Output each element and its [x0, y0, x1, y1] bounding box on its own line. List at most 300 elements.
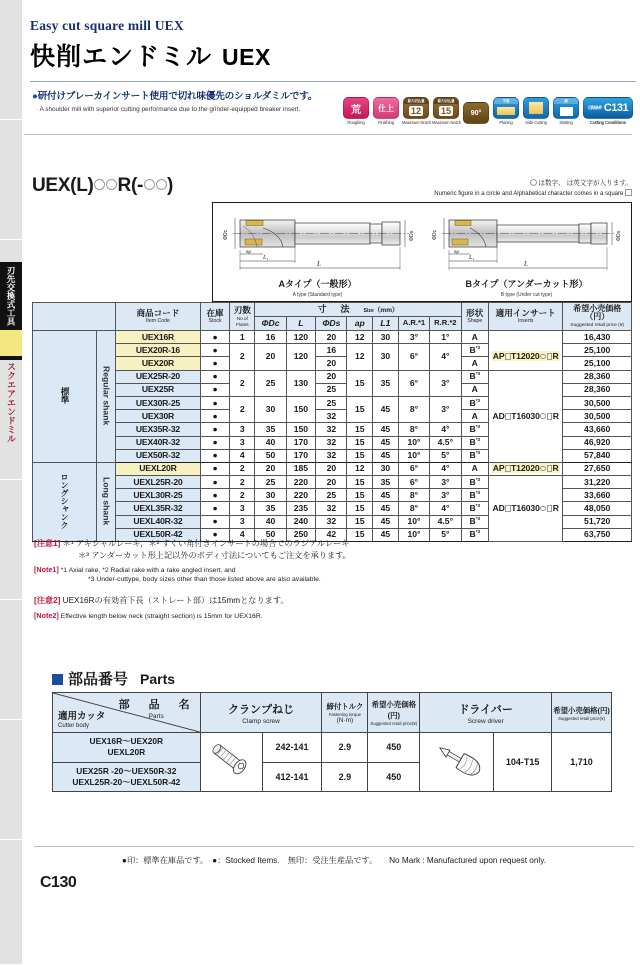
- flutes-cell: 3: [230, 436, 255, 449]
- section-marker-icon: [52, 674, 63, 685]
- code-legend-japanese-text: は数字、 は英文字が入ります。: [538, 180, 632, 187]
- flutes-cell: 1: [230, 331, 255, 344]
- notes-section: [34, 538, 634, 628]
- ap-cell: 15: [347, 528, 373, 541]
- shape-header: [461, 303, 488, 331]
- price-header: [563, 303, 632, 331]
- ap-header: ap: [347, 317, 373, 331]
- ds-header: ΦDs: [316, 317, 347, 331]
- cutter-body-header-jp: 適用カッタ: [58, 711, 106, 722]
- l1-cell: 30: [373, 331, 399, 344]
- note-2-label-jp: [注意2]: [34, 595, 61, 605]
- stock-cell: ●: [200, 449, 229, 462]
- axial-rake-header: A.R.*1: [398, 317, 429, 331]
- cutter-line-2: UEXL25R-20～UEXL50R-42: [72, 777, 181, 788]
- rr-cell: 4°: [430, 344, 461, 370]
- page-title: [30, 37, 640, 73]
- square-placeholder-icon: [505, 465, 511, 472]
- specification-table-wrapper: [32, 302, 632, 542]
- item-code-cell[interactable]: UEX30R-25: [116, 396, 201, 409]
- code-legend: [434, 177, 632, 197]
- note-block-1: [34, 538, 634, 585]
- screw-driver-image-cell: [420, 733, 494, 792]
- item-code-cell[interactable]: UEX20R-16: [116, 344, 201, 357]
- parts-table: [52, 692, 612, 792]
- ds-cell: 20: [316, 476, 347, 489]
- rr-cell: 3°: [430, 476, 461, 489]
- l1-cell: 45: [373, 436, 399, 449]
- note-2-jp-text-1: UEX16Rの有効首下長（ストレート部）は15mmとなります。: [62, 595, 289, 605]
- max-notch-12-top-label: 最大切込量: [404, 98, 428, 104]
- header-bottom-rule: [24, 134, 632, 135]
- strip-subcategory: [1, 362, 21, 482]
- length-cell: 170: [286, 449, 316, 462]
- note-2-jp-line-1: [34, 595, 634, 607]
- table-row[interactable]: [33, 370, 632, 383]
- rr-cell: 4°: [430, 462, 461, 475]
- item-code-cell[interactable]: UEX16R: [116, 331, 201, 344]
- clamp-screw-image-cell: [200, 733, 262, 792]
- length-cell: 240: [286, 515, 316, 528]
- price-cell: 25,100: [563, 344, 632, 357]
- circle-placeholder-icon: [540, 506, 546, 512]
- stock-cell: ●: [200, 423, 229, 436]
- stock-cell: ●: [200, 357, 229, 370]
- item-code-cell[interactable]: UEX40R-32: [116, 436, 201, 449]
- angle-90-icon[interactable]: 90°: [462, 102, 490, 125]
- dc-cell: 30: [255, 396, 286, 422]
- inserts-cell: [489, 462, 563, 475]
- product-code-prefix: UEX(L): [32, 175, 94, 196]
- l1-cell: 45: [373, 449, 399, 462]
- parts-name-header: [119, 696, 194, 720]
- item-code-cell[interactable]: UEXL50R-42: [116, 528, 201, 541]
- cutting-conditions-icon[interactable]: [582, 97, 634, 125]
- cutter-body-header: [58, 708, 105, 729]
- ar-cell: 8°: [398, 396, 429, 422]
- cutting-conditions-ref: C131: [603, 102, 629, 114]
- planing-icon[interactable]: [492, 97, 520, 125]
- cutter-line-1: UEX25R -20～UEX50R-32: [76, 765, 177, 776]
- length-cell: 185: [286, 462, 316, 475]
- l1-cell: 45: [373, 396, 399, 422]
- feature-icon-row: [342, 97, 634, 125]
- flutes-cell: 4: [230, 449, 255, 462]
- l1-cell: 45: [373, 528, 399, 541]
- ap-cell: 12: [347, 344, 373, 370]
- stock-cell: ●: [200, 462, 229, 475]
- cutting-conditions-caption: Cutting Conditions: [590, 120, 626, 125]
- dc-cell: 35: [255, 423, 286, 436]
- radial-rake-header: R.R.*2: [430, 317, 461, 331]
- length-cell: 220: [286, 476, 316, 489]
- cutting-conditions-sub-label: 切削条件: [587, 104, 602, 110]
- l1-cell: 35: [373, 476, 399, 489]
- item-code-cell[interactable]: UEX30R: [116, 410, 201, 423]
- roughing-icon[interactable]: 荒 Roughing: [342, 97, 370, 125]
- screw-number-cell: 412-141: [262, 762, 322, 792]
- footer-divider: [34, 846, 634, 847]
- dc-cell: 20: [255, 462, 286, 475]
- finishing-icon-caption: Finishing: [378, 120, 394, 125]
- item-code-cell[interactable]: UEX50R-32: [116, 449, 201, 462]
- clamp-screw-icon: [205, 740, 257, 780]
- strip-subcategory-label: スクエアエンドミル: [6, 362, 16, 443]
- svg-text:ΦDc: ΦDc: [432, 229, 438, 240]
- dc-cell: 35: [255, 502, 286, 515]
- l1-cell: 30: [373, 344, 399, 370]
- page-number: C130: [40, 874, 77, 891]
- item-code-cell[interactable]: UEXL20R: [116, 462, 201, 475]
- flutes-header: [230, 303, 255, 331]
- circle-placeholder-icon: [540, 354, 546, 360]
- ar-cell: 6°: [398, 462, 429, 475]
- flutes-cell: 2: [230, 370, 255, 396]
- stock-cell: ●: [200, 528, 229, 541]
- code-legend-japanese: [434, 177, 632, 187]
- l1-cell: 45: [373, 489, 399, 502]
- item-code-header-jp: 商品コード: [136, 307, 180, 318]
- stock-cell: ●: [200, 476, 229, 489]
- left-index-strip: [0, 0, 22, 905]
- length-cell: 170: [286, 436, 316, 449]
- square-placeholder-icon: [547, 353, 553, 360]
- square-placeholder-icon: [547, 413, 553, 420]
- shape-cell: $B^{*3}$: [461, 476, 488, 489]
- description-english-text: A shoulder mill with superior cutting performance due to the grinder-equipped breaker insert.: [39, 106, 301, 113]
- ar-cell: 10°: [398, 515, 429, 528]
- flutes-cell: 4: [230, 528, 255, 541]
- strip-highlight-marker: [0, 330, 22, 356]
- note-1-label-jp: [注意1]: [34, 539, 61, 548]
- group-label-long-en: Long shank: [97, 462, 116, 541]
- parts-table-wrapper: [52, 692, 612, 792]
- flutes-cell: 3: [230, 502, 255, 515]
- item-code-header-en: Item Code: [145, 317, 170, 324]
- planing-top-label: 平削: [494, 98, 518, 104]
- inserts-cell: [489, 344, 563, 370]
- square-placeholder-icon: [505, 353, 511, 360]
- flutes-cell: 3: [230, 515, 255, 528]
- table-row[interactable]: [33, 462, 632, 475]
- note-2-en-text-1: Effective length below neck (straight section) is 15mm for UEX16R.: [60, 612, 263, 620]
- square-placeholder-icon: [547, 505, 553, 512]
- ds-cell: 16: [316, 344, 347, 357]
- clamp-price-header-jp: 希望小売価格(円): [371, 700, 416, 720]
- circle-placeholder-icon: [144, 179, 155, 190]
- ar-cell: 8°: [398, 489, 429, 502]
- shape-cell: $B^{*3}$: [461, 449, 488, 462]
- shape-header-jp: 形状: [466, 307, 484, 318]
- description-english: · A shoulder mill with superior cutting performance due to the grinder-equipped breaker insert.: [36, 106, 301, 113]
- type-a-drawing: [213, 206, 423, 272]
- driver-price-header-jp: 希望小売価格(円): [553, 705, 610, 715]
- product-code-block: [32, 175, 634, 197]
- cutter-line-2: UEXL20R: [107, 747, 146, 758]
- stock-cell: ●: [200, 396, 229, 409]
- ds-cell: 20: [316, 331, 347, 344]
- stock-cell: ●: [200, 436, 229, 449]
- shape-cell: A: [461, 410, 488, 423]
- stock-cell: ●: [200, 383, 229, 396]
- stock-header-en: Stock: [208, 317, 222, 324]
- screw-driver-header: [420, 693, 552, 733]
- table-row[interactable]: [33, 344, 632, 357]
- finishing-icon[interactable]: 仕上 Finishing: [372, 97, 400, 125]
- shape-cell: $B^{*3}$: [461, 502, 488, 515]
- max-notch-15-caption: Maximum Notch: [432, 120, 461, 125]
- slotting-caption: Slotting: [559, 120, 573, 125]
- svg-text:ΦDs: ΦDs: [616, 230, 622, 241]
- rr-cell: 3°: [430, 489, 461, 502]
- cutter-body-cell: [53, 762, 201, 792]
- ar-cell: 6°: [398, 370, 429, 396]
- strip-category-label: 刃先交換式工具: [6, 266, 16, 326]
- shape-cell: $B^{*3}$: [461, 370, 488, 383]
- stock-cell: ●: [200, 410, 229, 423]
- parts-heading-jp: 部品番号: [68, 671, 129, 688]
- rr-cell: 3°: [430, 370, 461, 396]
- note-1-jp-text-1: ＊¹ アキシャルレーキ，＊² すくい角付きインサートの場合でのラジアルレーキ: [62, 539, 350, 548]
- torque-header-en: Fastening torque: [328, 712, 362, 717]
- side-cutting-caption: Side Cutting: [525, 120, 547, 125]
- ds-cell: 20: [316, 357, 347, 370]
- shape-cell: $B^{*3}$: [461, 489, 488, 502]
- shape-header-en: Shape: [467, 317, 483, 324]
- price-header-en: Suggested retail price (¥): [570, 322, 624, 328]
- dc-cell: 30: [255, 489, 286, 502]
- note-1-en-line-1: [34, 565, 634, 576]
- rr-cell: 4.5°: [430, 436, 461, 449]
- side-cutting-icon[interactable]: [522, 97, 550, 125]
- ds-cell: 25: [316, 396, 347, 409]
- note-1-jp-line-1: [34, 538, 634, 550]
- inserts-cell: [489, 476, 563, 542]
- circle-placeholder-icon: [540, 413, 546, 419]
- ap-cell: 15: [347, 396, 373, 422]
- torque-header: [322, 693, 368, 733]
- square-placeholder-icon: [505, 413, 511, 420]
- code-legend-english: [434, 189, 632, 197]
- l1-cell: 35: [373, 370, 399, 396]
- spec-header-row-1: [33, 303, 632, 317]
- dc-cell: 25: [255, 370, 286, 396]
- max-notch-12-icon[interactable]: 最大切込量 12 Maximum Notch: [402, 99, 431, 125]
- shape-cell: $B^{*3}$: [461, 423, 488, 436]
- table-row[interactable]: [53, 733, 612, 763]
- parts-table-head: [53, 693, 612, 733]
- item-code-cell[interactable]: UEX25R-20: [116, 370, 201, 383]
- driver-price-header: [552, 693, 612, 733]
- ds-cell: 32: [316, 423, 347, 436]
- insert-code-ap: AP T12020 R: [492, 463, 559, 474]
- svg-text:ΦDs: ΦDs: [409, 230, 415, 241]
- clamp-price-cell: 450: [368, 762, 420, 792]
- insert-code-ad: AD T16030 R: [492, 410, 559, 421]
- stock-header-jp: 在庫: [206, 307, 224, 318]
- ap-cell: 15: [347, 489, 373, 502]
- table-row[interactable]: [33, 476, 632, 489]
- clamp-price-header-en: Suggested retail price(¥): [370, 721, 418, 726]
- footer-legend-en: No Mark : Manufactured upon request only.: [389, 856, 546, 865]
- item-code-cell[interactable]: UEX35R-32: [116, 423, 201, 436]
- flutes-cell: 2: [230, 489, 255, 502]
- ds-cell: 32: [316, 502, 347, 515]
- price-cell: 46,920: [563, 436, 632, 449]
- driver-number-cell: 104-T15: [494, 733, 552, 792]
- type-b-caption-en: B type (Under cut type): [500, 292, 553, 298]
- dc-cell: 20: [255, 344, 286, 370]
- price-cell: 25,100: [563, 357, 632, 370]
- price-cell: 27,650: [563, 462, 632, 475]
- circle-placeholder-icon: [156, 179, 167, 190]
- stock-cell: ●: [200, 331, 229, 344]
- flutes-cell: 2: [230, 396, 255, 422]
- item-code-cell[interactable]: UEXL35R-32: [116, 502, 201, 515]
- ds-cell: 42: [316, 528, 347, 541]
- ar-cell: 10°: [398, 436, 429, 449]
- length-cell: 220: [286, 489, 316, 502]
- length-cell: 150: [286, 423, 316, 436]
- ds-cell: 32: [316, 410, 347, 423]
- slotting-top-label: 溝: [554, 98, 578, 104]
- inserts-cell: [489, 370, 563, 462]
- size-header: [255, 303, 461, 317]
- inserts-cell-blank: [489, 331, 563, 344]
- footer-legend: [34, 855, 634, 866]
- svg-text:ap: ap: [246, 249, 252, 254]
- square-placeholder-icon: [547, 465, 553, 472]
- flutes-header-en: No.of Flutes: [236, 316, 249, 327]
- parts-section-heading: [52, 668, 175, 689]
- note-2-label-en: [Note2]: [34, 610, 59, 620]
- clamp-screw-header-en: Clamp screw: [242, 717, 280, 725]
- square-placeholder-icon: [505, 505, 511, 512]
- cutter-body-header-en: Cutter body: [58, 723, 90, 729]
- group-label-long-jp: ロングシャンク: [33, 462, 97, 541]
- item-code-cell[interactable]: UEX20R: [116, 357, 201, 370]
- cutter-line-1: UEX16R～UEX20R: [89, 736, 164, 746]
- rr-cell: 5°: [430, 528, 461, 541]
- item-code-cell[interactable]: UEX25R: [116, 383, 201, 396]
- svg-text:L: L: [317, 260, 321, 268]
- item-code-cell[interactable]: UEXL30R-25: [116, 489, 201, 502]
- screw-driver-header-en: Screw driver: [467, 717, 504, 725]
- size-header-en: Size: [363, 307, 374, 314]
- dc-cell: 50: [255, 449, 286, 462]
- clamp-price-header: [368, 693, 420, 733]
- circle-placeholder-icon: [540, 466, 546, 472]
- cutter-body-cell: [53, 733, 201, 763]
- footer-legend-jp: ●印：標準在庫品です。 ●：Stocked Items. 無印：受注生産品です。: [122, 856, 378, 865]
- clamp-screw-header: [200, 693, 322, 733]
- l1-cell: 45: [373, 515, 399, 528]
- circle-placeholder-icon: [94, 179, 105, 190]
- ar-cell: 6°: [398, 344, 429, 370]
- type-a-caption-en: A type (Standard type): [292, 292, 343, 298]
- price-cell: 48,050: [563, 502, 632, 515]
- flutes-cell: 2: [230, 462, 255, 475]
- shape-cell: A: [461, 331, 488, 344]
- parts-name-header-jp: 部 品 名: [118, 699, 194, 711]
- parts-table-body: [53, 733, 612, 792]
- screw-driver-icon: [424, 738, 490, 782]
- roughing-icon-caption: Roughing: [347, 120, 365, 125]
- table-row[interactable]: [33, 331, 632, 344]
- torque-cell: 2.9: [322, 762, 368, 792]
- price-cell: 28,360: [563, 383, 632, 396]
- l1-cell: 45: [373, 502, 399, 515]
- l1-cell: 45: [373, 423, 399, 436]
- ds-cell: 32: [316, 515, 347, 528]
- length-cell: 235: [286, 502, 316, 515]
- ds-cell: 20: [316, 462, 347, 475]
- rr-cell: 4.5°: [430, 515, 461, 528]
- svg-text:L: L: [524, 260, 528, 268]
- group-label-regular-jp: 標準: [33, 331, 97, 463]
- length-header: L: [286, 317, 316, 331]
- rr-cell: 4°: [430, 423, 461, 436]
- item-code-cell[interactable]: UEXL40R-32: [116, 515, 201, 528]
- insert-code-ap: AP T12020 R: [492, 351, 559, 362]
- length-cell: 120: [286, 344, 316, 370]
- parts-name-header-en: Parts: [148, 713, 164, 720]
- shape-cell: $B^{*3}$: [461, 515, 488, 528]
- code-legend-english-text: Numeric figure in a circle and Alphabetical character comes in a square: [434, 191, 624, 197]
- product-code-mid: R(-: [117, 175, 144, 196]
- torque-header-jp: 締付トルク: [326, 702, 364, 711]
- ar-cell: 10°: [398, 528, 429, 541]
- insert-code-ad: AD T16030 R: [492, 503, 559, 514]
- price-cell: 30,500: [563, 396, 632, 409]
- slotting-icon[interactable]: [552, 97, 580, 125]
- flutes-cell: 2: [230, 476, 255, 489]
- price-cell: 30,500: [563, 410, 632, 423]
- ar-cell: 8°: [398, 502, 429, 515]
- diagram-type-a: [213, 203, 422, 301]
- item-code-header: [116, 303, 201, 331]
- item-code-cell[interactable]: UEXL25R-20: [116, 476, 201, 489]
- max-notch-15-top-label: 最大切込量: [434, 98, 458, 104]
- type-b-caption-jp: Bタイプ（アンダーカット形）: [465, 279, 588, 289]
- torque-header-unit: (N·m): [336, 717, 354, 724]
- inserts-header-jp: 適用インサート: [495, 307, 556, 318]
- diagram-type-b: [422, 203, 631, 301]
- stock-header: [200, 303, 229, 331]
- parts-header-row: [53, 693, 612, 733]
- svg-text:ΦDc: ΦDc: [223, 229, 229, 240]
- rr-cell: 4°: [430, 502, 461, 515]
- max-notch-15-icon[interactable]: 最大切込量 15 Maximum Notch: [432, 99, 461, 125]
- shape-cell: A: [461, 357, 488, 370]
- dc-cell: 40: [255, 436, 286, 449]
- dc-cell: 40: [255, 515, 286, 528]
- driver-price-cell: 1,710: [552, 733, 612, 792]
- spec-table-head: [33, 303, 632, 331]
- note-1-jp-line-2: ＊³ アンダーカット形上記以外のボディ寸法についてもご注文を承ります。: [78, 550, 351, 560]
- note-1-label-en: [Note1]: [34, 564, 59, 574]
- dc-cell: 25: [255, 476, 286, 489]
- length-cell: 250: [286, 528, 316, 541]
- flutes-cell: 2: [230, 344, 255, 370]
- rr-cell: 3°: [430, 396, 461, 422]
- shape-cell: A: [461, 462, 488, 475]
- stock-cell: ●: [200, 489, 229, 502]
- dc-header: ΦDc: [255, 317, 286, 331]
- description-japanese-text: 研付けブレーカインサート使用で切れ味優先のショルダミルです。: [37, 91, 318, 102]
- note-block-2: [34, 595, 634, 621]
- price-cell: 31,220: [563, 476, 632, 489]
